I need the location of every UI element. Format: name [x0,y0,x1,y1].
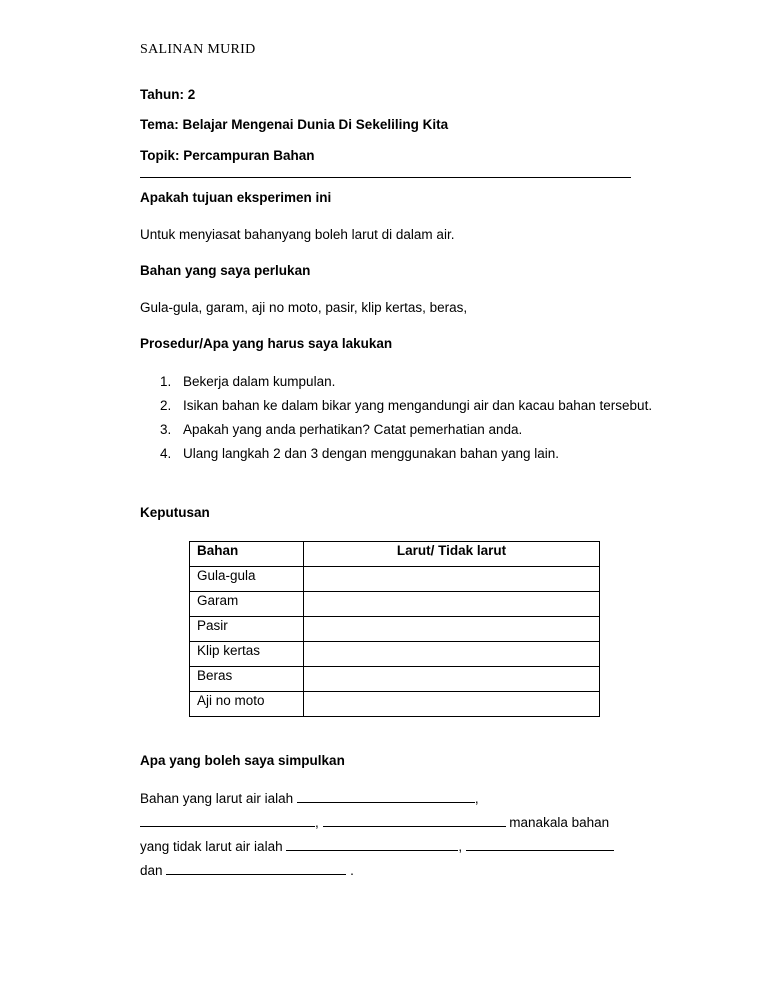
results-table [189,541,600,717]
purpose-heading: Apakah tujuan eksperimen ini [140,190,332,205]
conclusion-line-2-text: manakala bahan [509,815,610,830]
step-text: Bekerja dalam kumpulan. [183,374,336,389]
procedure-step [140,442,660,466]
decision-heading: Keputusan [140,505,210,520]
comma: , [458,839,463,854]
material-cell: Garam [190,592,304,617]
answer-cell[interactable] [304,692,600,717]
step-text: Ulang langkah 2 dan 3 dengan menggunakan bahan yang lain. [183,446,560,461]
material-cell: Gula-gula [190,567,304,592]
step-text: Apakah yang anda perhatikan? Catat pemerhatian anda. [183,422,523,437]
conclusion-line-1 [140,790,479,806]
table-row [190,567,600,592]
conclusion-line-3 [140,838,614,854]
material-cell: Beras [190,667,304,692]
answer-cell[interactable] [304,592,600,617]
column-header-larut: Larut/ Tidak larut [304,542,600,567]
conclusion-line-3-text: yang tidak larut air ialah [140,839,283,854]
conclusion-line-1-text: Bahan yang larut air ialah [140,791,294,806]
procedure-steps-list [140,370,660,466]
procedure-step [140,394,660,418]
conclusion-line-4 [140,862,354,878]
conclusion-line-2 [140,814,609,830]
topic-line: Topik: Percampuran Bahan [140,148,315,163]
step-number: 4. [160,446,172,461]
materials-heading: Bahan yang saya perlukan [140,263,311,278]
answer-cell[interactable] [304,617,600,642]
table-row [190,642,600,667]
table-row [190,592,600,617]
material-cell: Aji no moto [190,692,304,717]
column-header-bahan: Bahan [190,542,304,567]
step-number: 3. [160,422,172,437]
conclusion-heading: Apa yang boleh saya simpulkan [140,753,345,768]
answer-blank[interactable] [140,814,315,827]
comma: , [474,791,479,806]
answer-blank[interactable] [297,790,475,803]
answer-blank[interactable] [466,838,614,851]
header-divider [140,177,631,178]
period: . [350,863,354,878]
purpose-text: Untuk menyiasat bahanyang boleh larut di dalam air. [140,227,455,242]
procedure-heading: Prosedur/Apa yang harus saya lakukan [140,336,393,351]
table-row [190,617,600,642]
conclusion-line-4-text: dan [140,863,163,878]
materials-text: Gula-gula, garam, aji no moto, pasir, klip kertas, beras, [140,300,468,315]
procedure-step [140,370,660,394]
procedure-step [140,418,660,442]
step-number: 2. [160,398,172,413]
theme-line: Tema: Belajar Mengenai Dunia Di Sekeliling Kita [140,117,449,132]
table-row [190,667,600,692]
document-header: SALINAN MURID [140,42,256,57]
material-cell: Pasir [190,617,304,642]
material-cell: Klip kertas [190,642,304,667]
answer-blank[interactable] [166,862,346,875]
table-header-row [190,542,600,567]
step-number: 1. [160,374,172,389]
answer-cell[interactable] [304,567,600,592]
answer-blank[interactable] [323,814,506,827]
table-row [190,692,600,717]
answer-cell[interactable] [304,667,600,692]
step-text: Isikan bahan ke dalam bikar yang mengandungi air dan kacau bahan tersebut. [183,398,653,413]
answer-blank[interactable] [286,838,458,851]
answer-cell[interactable] [304,642,600,667]
year-line: Tahun: 2 [140,87,196,102]
comma: , [315,815,319,830]
